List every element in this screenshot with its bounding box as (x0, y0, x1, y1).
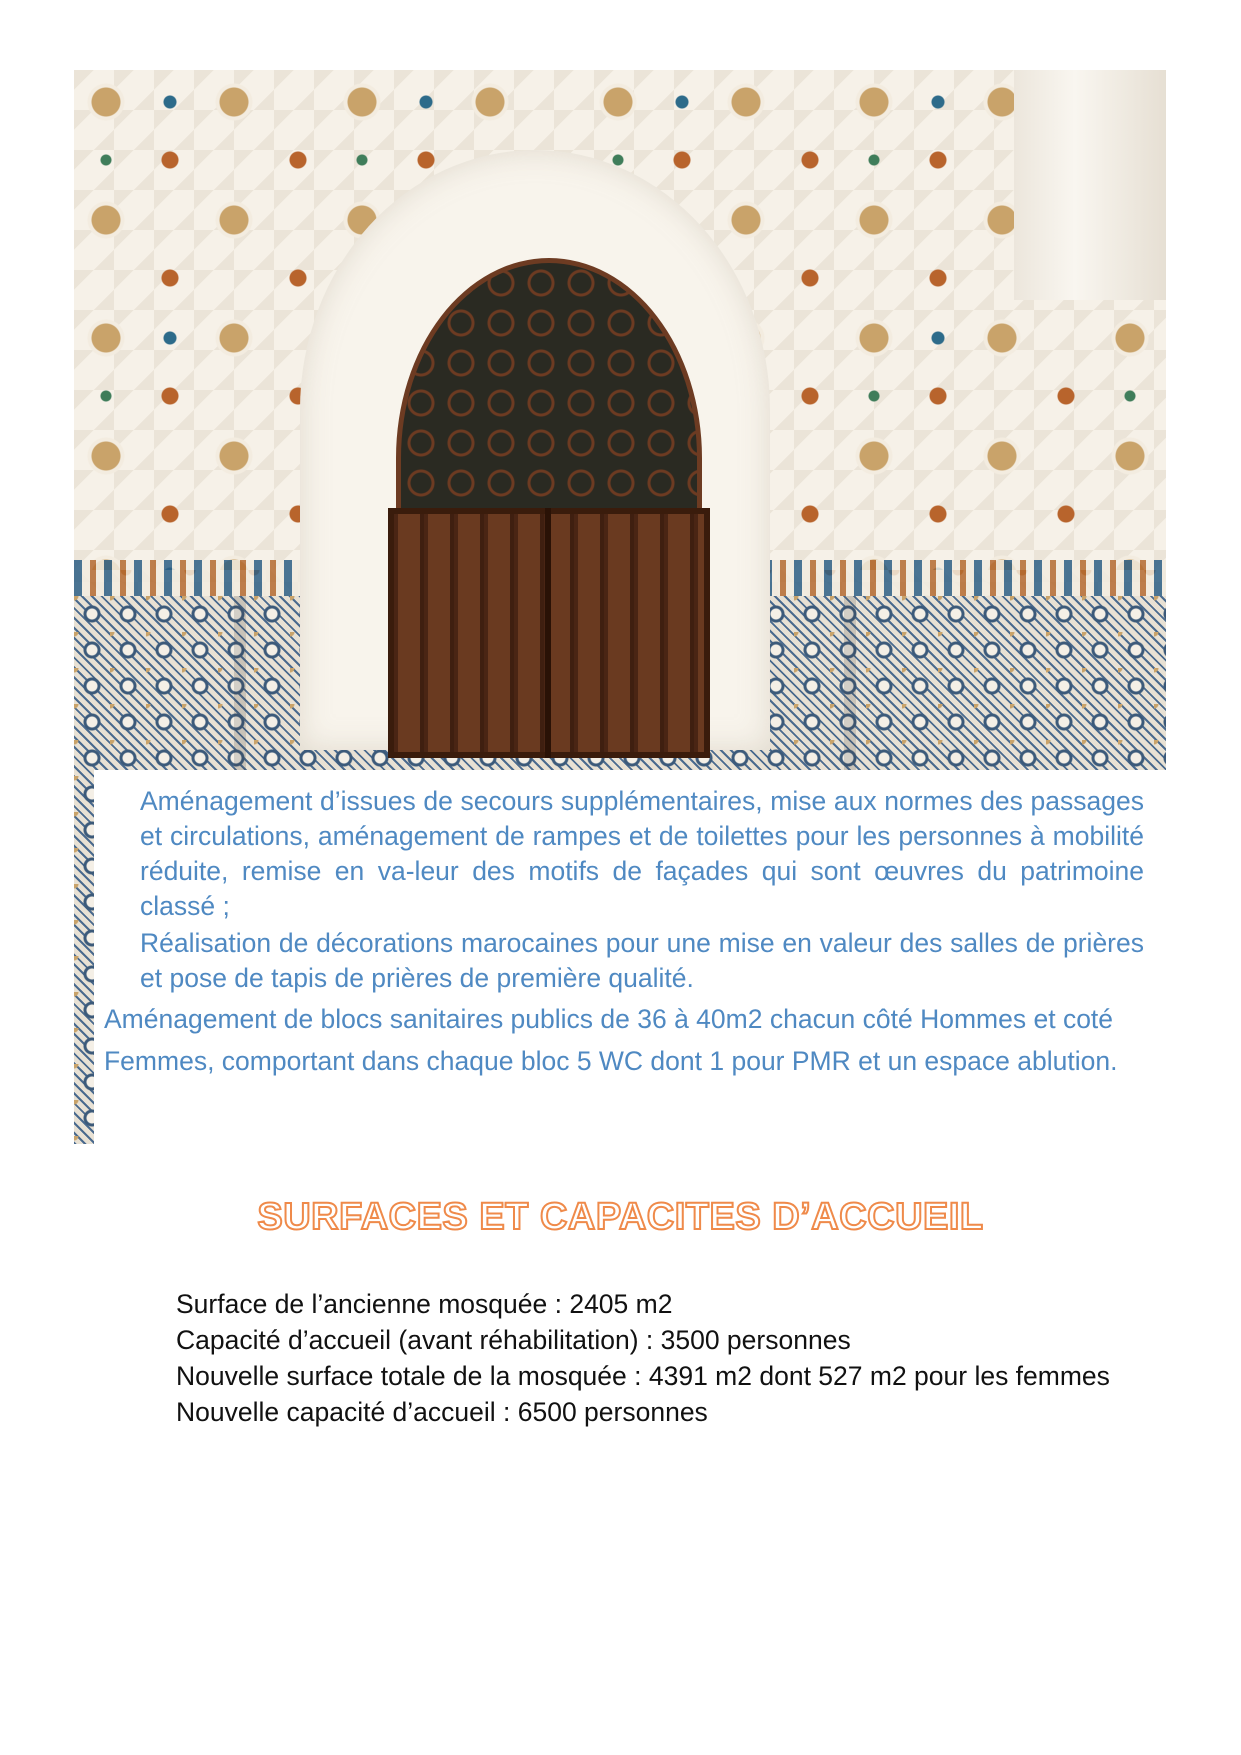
surface-line-old-area: Surface de l’ancienne mosquée : 2405 m2 (176, 1289, 673, 1319)
section-title: SURFACES ET CAPACITES D’ACCUEIL (257, 1196, 984, 1238)
surface-line-new-capacity: Nouvelle capacité d’accueil : 6500 personnes (176, 1397, 708, 1427)
surface-line-new-area: Nouvelle surface totale de la mosquée : 4391 m2 dont 527 m2 pour les femmes (176, 1361, 1110, 1391)
works-item-decorations (140, 926, 1144, 996)
door-center-seam (545, 508, 551, 758)
white-pillar (1014, 70, 1166, 300)
sanitary-blocks-paragraph: Aménagement de blocs sanitaires publics de 36 à 40m2 chacun côté Hommes et coté Femmes, comportant dans chaque bloc 5 WC dont 1 pour PMR et un espace ablution. (104, 1004, 1118, 1076)
works-item-text: Aménagement d’issues de secours supplémentaires, mise aux normes des passages et circulations, aménagement de rampes et de toilettes pour les personnes à mobilité réduite, remise en va-leur des motifs de façades qui sont œuvres du patrimoine classé ; (140, 786, 1144, 921)
works-item-text: Réalisation de décorations marocaines pour une mise en valeur des salles de prières et pose de tapis de prières de première qualité. (140, 928, 1144, 993)
works-item-emergency-exits (140, 784, 1144, 924)
surface-line-old-capacity: Capacité d’accueil (avant réhabilitation) : 3500 personnes (176, 1325, 851, 1355)
surfaces-list (140, 1286, 1160, 1430)
